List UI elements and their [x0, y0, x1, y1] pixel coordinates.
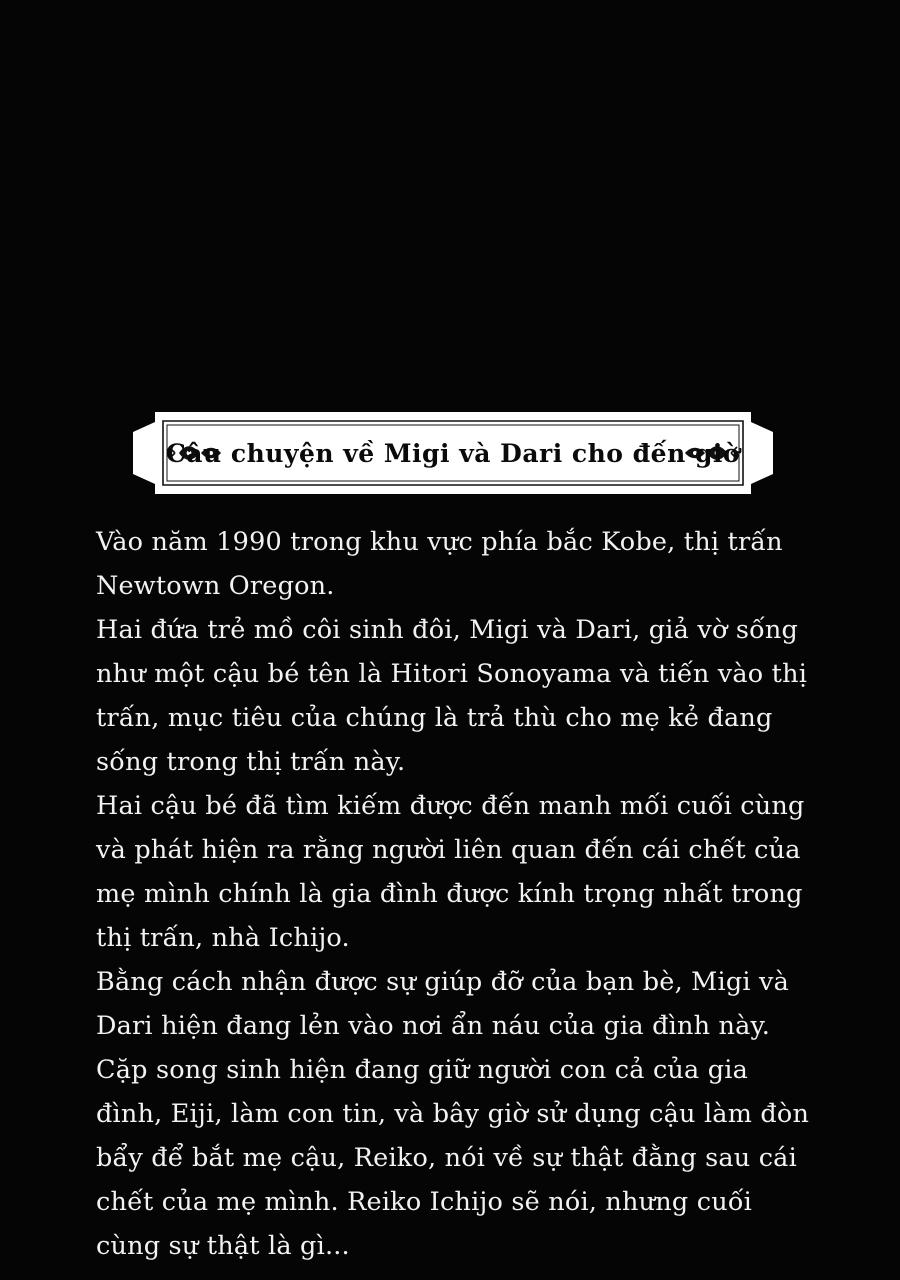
title-banner — [133, 408, 773, 498]
recap-paragraph: Vào năm 1990 trong khu vực phía bắc Kobe, thị trấn Newtown Oregon. — [96, 527, 783, 601]
recap-paragraph: Hai đứa trẻ mồ côi sinh đôi, Migi và Dari, giả vờ sống như một cậu bé tên là Hitori Sonoyama và tiến vào thị trấn, mục tiêu của chúng là trả thù cho mẹ kẻ đang sống trong thị trấn này. — [96, 615, 808, 777]
recap-body — [96, 520, 816, 1268]
recap-paragraph: Hai cậu bé đã tìm kiếm được đến manh mối cuối cùng và phát hiện ra rằng người liên quan đến cái chết của mẹ mình chính là gia đình được kính trọng nhất trong thị trấn, nhà Ichijo. — [96, 791, 805, 953]
banner-title-text: Câu chuyện về Migi và Dari cho đến giờ — [165, 438, 741, 468]
recap-paragraph: Bằng cách nhận được sự giúp đỡ của bạn bè, Migi và Dari hiện đang lẻn vào nơi ẩn náu của gia đình này. Cặp song sinh hiện đang giữ người con cả của gia đình, Eiji, làm con tin, và bây giờ sử dụng cậu làm đòn bẩy để bắt mẹ cậu, Reiko, nói về sự thật đằng sau cái chết của mẹ mình. Reiko Ichijo sẽ nói, nhưng cuối cùng sự thật là gì... — [96, 967, 810, 1261]
